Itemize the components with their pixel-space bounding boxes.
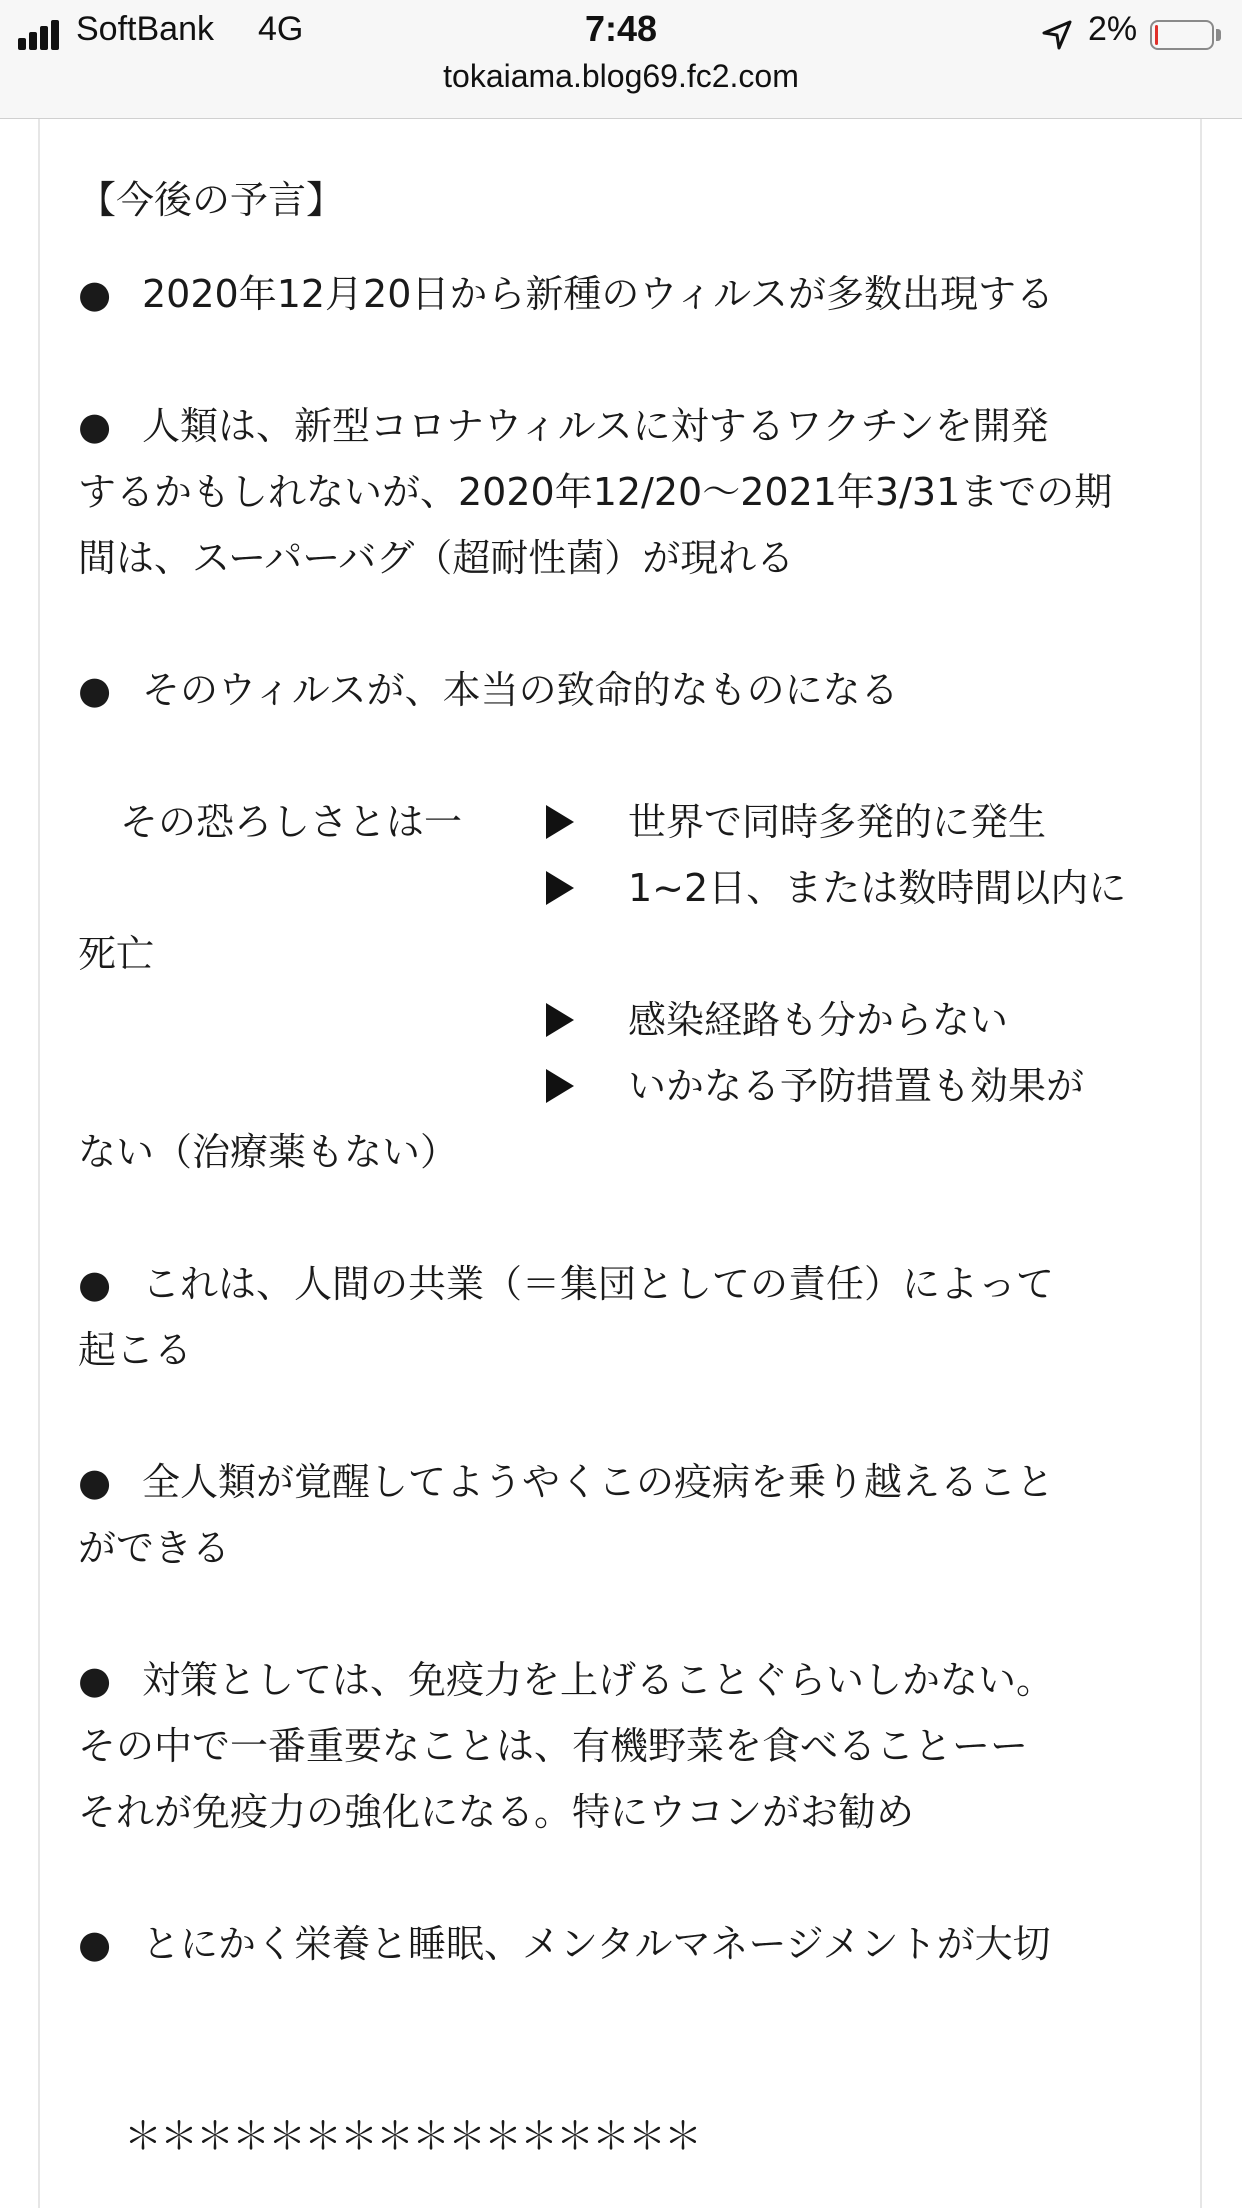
status-bar <box>0 0 1242 119</box>
paragraph-5-line-2: ができる <box>78 1526 231 1570</box>
paragraph-text: 人類は、新型コロナウィルスに対するワクチンを開発 <box>142 404 1049 448</box>
paragraph-text: 対策としては、免疫力を上げることぐらいしかない。 <box>142 1658 1055 1702</box>
fear-item-2-continued: 死亡 <box>78 932 155 976</box>
network-type: 4G <box>258 10 304 48</box>
paragraph-2-line-2: するかもしれないが、2020年12/20～2021年3/31までの期 <box>78 470 1113 514</box>
bullet-paragraph-1 <box>78 261 1054 327</box>
triangle-arrow-icon <box>546 871 574 905</box>
bullet-paragraph-4 <box>78 1251 1054 1317</box>
battery-percent: 2% <box>1088 10 1138 48</box>
status-row <box>0 6 1242 60</box>
location-arrow-icon <box>1040 18 1074 52</box>
paragraph-6-line-2: その中で一番重要なことは、有機野菜を食べることーー <box>78 1724 1029 1768</box>
bullet-paragraph-5 <box>78 1449 1054 1515</box>
triangle-arrow-icon <box>546 1003 574 1037</box>
bullet-paragraph-7 <box>78 1911 1051 1977</box>
paragraph-4-line-2: 起こる <box>78 1328 193 1372</box>
battery-level-fill <box>1155 25 1158 45</box>
triangle-arrow-icon <box>546 1069 574 1103</box>
separator-asterisks: ＊＊＊＊＊＊＊＊＊＊＊＊＊＊＊＊ <box>124 2114 701 2158</box>
fear-intro: その恐ろしさとは一 <box>120 800 463 844</box>
clock: 7:48 <box>584 8 658 49</box>
paragraph-text: とにかく栄養と睡眠、メンタルマネージメントが大切 <box>142 1922 1051 1966</box>
fear-item-3 <box>546 987 1008 1053</box>
carrier-label: SoftBank <box>76 10 214 48</box>
bullet-dot: ● <box>78 1922 112 1966</box>
bullet-paragraph-2 <box>78 393 1049 459</box>
article-heading: 【今後の予言】 <box>78 178 345 222</box>
paragraph-text: 2020年12月20日から新種のウィルスが多数出現する <box>142 272 1054 316</box>
article-body <box>38 119 1202 2208</box>
bullet-dot: ● <box>78 404 112 448</box>
bullet-dot: ● <box>78 1658 112 1702</box>
bullet-paragraph-3 <box>78 657 899 723</box>
bullet-paragraph-6 <box>78 1647 1054 1713</box>
fear-item-2 <box>546 855 1126 921</box>
battery-icon <box>1150 20 1214 50</box>
paragraph-text: これは、人間の共業（＝集団としての責任）によって <box>142 1262 1055 1306</box>
bullet-dot: ● <box>78 272 112 316</box>
fear-item-4-continued: ない（治療薬もない） <box>78 1130 459 1174</box>
bullet-dot: ● <box>78 668 112 712</box>
paragraph-2-line-3: 間は、スーパーバグ（超耐性菌）が現れる <box>78 536 795 580</box>
fear-item-text: 感染経路も分からない <box>628 998 1009 1042</box>
bullet-dot: ● <box>78 1460 112 1504</box>
fear-item-text: 1~2日、または数時間以内に <box>628 866 1127 910</box>
fear-item-text: 世界で同時多発的に発生 <box>628 800 1047 844</box>
triangle-arrow-icon <box>546 805 574 839</box>
paragraph-text: そのウィルスが、本当の致命的なものになる <box>142 668 899 712</box>
paragraph-text: 全人類が覚醒してようやくこの疫病を乗り越えること <box>142 1460 1055 1504</box>
fear-item-text: いかなる予防措置も効果が <box>628 1064 1085 1108</box>
fear-item-1 <box>546 789 1046 855</box>
bullet-dot: ● <box>78 1262 112 1306</box>
fear-item-4 <box>546 1053 1084 1119</box>
battery-cap <box>1216 29 1221 41</box>
address-bar-url[interactable]: tokaiama.blog69.fc2.com <box>443 58 799 94</box>
paragraph-6-line-3: それが免疫力の強化になる。特にウコンがお勧め <box>78 1790 915 1834</box>
